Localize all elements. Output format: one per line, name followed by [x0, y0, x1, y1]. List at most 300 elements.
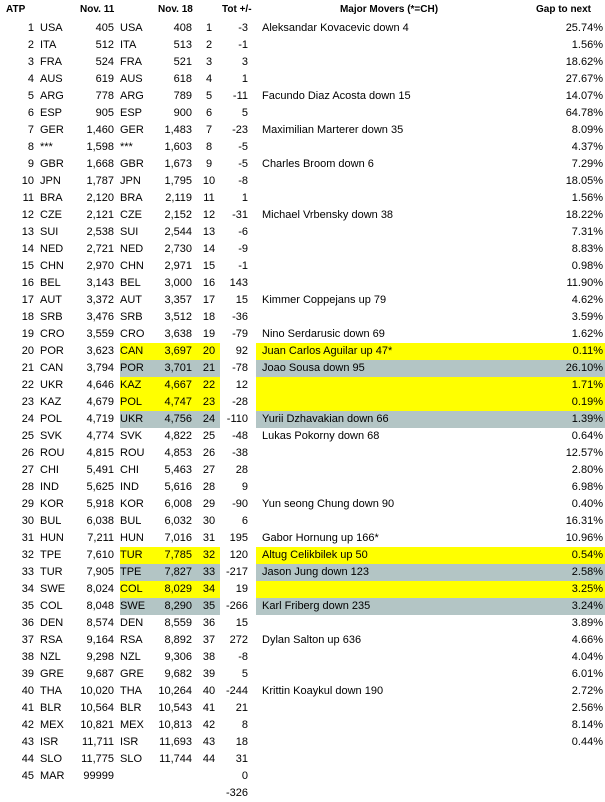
gap-to-next-cell: 27.67% [565, 73, 603, 85]
header-rank-2 [198, 0, 220, 20]
country-nov11-cell: GBR [40, 158, 64, 170]
major-mover-cell [256, 190, 516, 207]
country-nov11-cell: ESP [40, 107, 63, 119]
tot-change-cell: -3 [238, 22, 248, 34]
points-nov18-cell: 5,463 [164, 464, 192, 476]
points-nov11-cell: 4,646 [86, 379, 114, 391]
gap-to-next-cell: 2.58% [516, 564, 605, 581]
table-row [0, 309, 605, 326]
major-mover-cell: Nino Serdarusic down 69 [262, 328, 385, 340]
rank-nov18-cell: 27 [202, 464, 216, 476]
country-nov18-cell: TUR [120, 547, 154, 564]
table-row [0, 20, 605, 37]
major-mover-cell: Yurii Dzhavakian down 66 [256, 411, 516, 428]
gap-to-next-cell: 12.57% [565, 447, 603, 459]
gap-to-next-cell: 4.37% [571, 141, 603, 153]
rank-cell: 26 [21, 447, 34, 459]
country-nov18-cell: HUN [120, 532, 144, 544]
country-nov18-cell: *** [120, 141, 133, 153]
rank-nov18-cell: 35 [198, 598, 220, 615]
rank-nov18-cell: 22 [198, 377, 220, 394]
gap-to-next-cell [516, 768, 605, 785]
points-nov18-cell: 7,785 [154, 547, 198, 564]
major-mover-cell [256, 734, 516, 751]
rank-nov18-cell: 38 [202, 651, 216, 663]
country-nov11-cell: BRA [40, 192, 63, 204]
gap-to-next-cell: 4.04% [571, 651, 603, 663]
gap-to-next-cell: 4.66% [571, 634, 603, 646]
rank-nov18-cell: 41 [202, 702, 216, 714]
points-nov18-cell: 8,290 [154, 598, 198, 615]
rank-cell: 33 [21, 566, 34, 578]
tot-change-cell: -110 [226, 413, 248, 425]
points-nov11-cell: 3,794 [86, 362, 114, 374]
country-nov11-cell: NZL [40, 651, 61, 663]
points-nov18-cell: 1,483 [164, 124, 192, 136]
points-nov18-cell: 3,701 [154, 360, 198, 377]
rank-nov18-cell: 4 [205, 73, 213, 85]
rank-nov18-cell: 29 [202, 498, 216, 510]
tot-change-cell: 3 [241, 56, 248, 68]
major-mover-cell [256, 37, 516, 54]
points-nov11-cell: 1,668 [86, 158, 114, 170]
rank-nov18-cell: 37 [202, 634, 216, 646]
points-nov11-cell: 3,559 [86, 328, 114, 340]
points-nov11-cell: 5,625 [86, 481, 114, 493]
country-nov11-cell: NED [40, 243, 64, 255]
gap-to-next-cell: 3.59% [571, 311, 603, 323]
points-nov18-cell: 2,544 [164, 226, 192, 238]
rank-nov18-cell: 13 [202, 226, 216, 238]
rank-nov18-cell: 15 [202, 260, 216, 272]
points-nov11-cell: 2,721 [86, 243, 114, 255]
country-nov18-cell: CHN [120, 260, 144, 272]
table-row [0, 513, 605, 530]
rank-cell: 31 [21, 532, 34, 544]
country-nov11-cell: CHN [40, 260, 64, 272]
major-mover-cell: Joao Sousa down 95 [256, 360, 516, 377]
gap-to-next-cell: 1.71% [516, 377, 605, 394]
points-nov11-cell: 778 [95, 90, 114, 102]
table-row [0, 734, 605, 751]
major-mover-cell: Charles Broom down 6 [262, 158, 374, 170]
table-row [0, 496, 605, 513]
tot-change-cell: 18 [235, 736, 248, 748]
tot-change-cell: 92 [235, 345, 248, 357]
table-row [0, 326, 605, 343]
points-nov11-cell: 8,574 [86, 617, 114, 629]
tot-change-cell: -9 [238, 243, 248, 255]
rank-cell: 30 [21, 515, 34, 527]
table-row [0, 343, 605, 360]
gap-to-next-cell: 0.44% [571, 736, 603, 748]
rank-nov18-cell: 18 [202, 311, 216, 323]
rank-cell: 17 [21, 294, 34, 306]
points-nov11-cell: 4,774 [86, 430, 114, 442]
tot-change-cell: 5 [241, 668, 248, 680]
country-nov11-cell: GER [40, 124, 64, 136]
table-row [0, 462, 605, 479]
rank-nov18-cell: 8 [205, 141, 213, 153]
points-nov18-cell: 7,827 [154, 564, 198, 581]
rank-nov18-cell: 6 [205, 107, 213, 119]
tot-change-cell: -8 [238, 175, 248, 187]
country-nov11-cell: UKR [40, 379, 64, 391]
rank-nov18-cell: 32 [198, 547, 220, 564]
gap-to-next-cell: 7.29% [571, 158, 603, 170]
country-nov11-cell: FRA [40, 56, 62, 68]
table-row [0, 156, 605, 173]
major-mover-cell: Karl Friberg down 235 [256, 598, 516, 615]
rank-nov18-cell: 30 [202, 515, 216, 527]
tot-change-cell: 1 [241, 192, 248, 204]
rank-nov18-cell: 40 [202, 685, 216, 697]
country-nov11-cell: *** [40, 141, 53, 153]
rank-cell: 28 [21, 481, 34, 493]
country-nov18-cell: IND [120, 481, 139, 493]
gap-to-next-cell: 3.89% [571, 617, 603, 629]
table-row [0, 37, 605, 54]
points-nov18-cell: 8,559 [164, 617, 192, 629]
country-nov11-cell: AUS [40, 73, 63, 85]
rank-cell: 21 [21, 362, 34, 374]
rank-nov18-cell: 21 [198, 360, 220, 377]
rank-nov18-cell: 19 [202, 328, 216, 340]
rank-cell: 5 [27, 90, 34, 102]
gap-to-next-cell: 10.96% [565, 532, 603, 544]
points-nov18-cell: 4,747 [154, 394, 198, 411]
gap-to-next-cell: 14.07% [565, 90, 603, 102]
table-row [0, 88, 605, 105]
country-nov18-cell: KAZ [120, 377, 154, 394]
major-mover-cell [256, 139, 516, 156]
country-nov18-cell: SWE [120, 598, 154, 615]
points-nov11-cell: 3,476 [86, 311, 114, 323]
rank-cell: 42 [21, 719, 34, 731]
gap-to-next-cell: 64.78% [565, 107, 603, 119]
gap-to-next-cell: 18.05% [565, 175, 603, 187]
country-nov11-cell: USA [40, 22, 63, 34]
tot-change-cell: 120 [229, 549, 248, 561]
points-nov18-cell: 10,543 [158, 702, 192, 714]
major-mover-cell: Maximilian Marterer down 35 [262, 124, 404, 136]
rank-cell: 19 [21, 328, 34, 340]
rank-cell: 22 [21, 379, 34, 391]
table-row [0, 683, 605, 700]
points-nov18-cell: 10,813 [158, 719, 192, 731]
country-nov18-cell: CHI [120, 464, 139, 476]
country-nov18-cell: CAN [120, 343, 154, 360]
table-row [0, 241, 605, 258]
empty-cell [256, 785, 516, 802]
points-nov18-cell: 521 [173, 56, 192, 68]
rank-cell: 13 [21, 226, 34, 238]
header-movers: Major Movers (*=CH) [339, 4, 439, 15]
rank-nov18-cell: 5 [205, 90, 213, 102]
country-nov18-cell: POL [120, 394, 154, 411]
points-nov18-cell: 2,119 [165, 192, 192, 204]
points-nov18-cell: 900 [173, 107, 192, 119]
table-row [0, 360, 605, 377]
rank-nov18-cell: 24 [198, 411, 220, 428]
gap-to-next-cell: 7.31% [571, 226, 603, 238]
rank-nov18-cell: 2 [205, 39, 213, 51]
tot-change-cell: -48 [232, 430, 248, 442]
points-nov18-cell: 2,971 [164, 260, 192, 272]
major-mover-cell [256, 513, 516, 530]
rank-nov18-cell: 20 [198, 343, 220, 360]
header-atp: ATP [6, 4, 26, 15]
points-nov11-cell: 5,918 [86, 498, 114, 510]
tot-change-cell: -5 [238, 158, 248, 170]
country-nov11-cell: SVK [40, 430, 63, 442]
rank-cell: 35 [21, 600, 34, 612]
gap-to-next-cell: 0.19% [516, 394, 605, 411]
points-nov11-cell: 99999 [83, 770, 114, 782]
rank-cell: 12 [21, 209, 34, 221]
table-row [0, 479, 605, 496]
points-nov18-cell: 789 [173, 90, 192, 102]
major-mover-cell [256, 462, 516, 479]
country-nov18-cell: GRE [120, 668, 144, 680]
points-nov11-cell: 2,121 [86, 209, 114, 221]
points-nov11-cell: 1,787 [86, 175, 114, 187]
rank-nov18-cell: 9 [205, 158, 213, 170]
rank-cell: 41 [21, 702, 34, 714]
points-nov18-cell: 3,512 [164, 311, 192, 323]
points-nov11-cell: 405 [95, 22, 114, 34]
table-row [0, 751, 605, 768]
major-mover-cell [256, 241, 516, 258]
table-row [0, 768, 605, 785]
table-row [0, 598, 605, 615]
rank-cell: 2 [27, 39, 34, 51]
tot-change-cell: -6 [238, 226, 248, 238]
major-mover-cell [256, 751, 516, 768]
rank-cell: 39 [21, 668, 34, 680]
country-nov11-cell: JPN [40, 175, 61, 187]
points-nov18-cell: 10,264 [158, 685, 192, 697]
rank-cell: 23 [21, 396, 34, 408]
points-nov11-cell: 2,970 [86, 260, 114, 272]
table-row [0, 207, 605, 224]
tot-change-cell: -11 [232, 90, 248, 102]
rank-nov18-cell [198, 768, 220, 785]
tot-change-cell: 1 [241, 73, 248, 85]
tot-change-cell: 21 [235, 702, 248, 714]
points-nov11-cell: 7,610 [86, 549, 114, 561]
table-row [0, 411, 605, 428]
table-row [0, 275, 605, 292]
country-nov11-cell: THA [40, 685, 62, 697]
rank-nov18-cell: 23 [198, 394, 220, 411]
points-nov18-cell: 1,673 [164, 158, 192, 170]
rank-cell: 34 [21, 583, 34, 595]
country-nov18-cell: FRA [120, 56, 142, 68]
country-nov18-cell: ARG [120, 90, 144, 102]
country-nov18-cell: USA [120, 22, 143, 34]
rank-cell: 7 [27, 124, 34, 136]
rank-nov18-cell: 1 [205, 22, 213, 34]
table-row [0, 139, 605, 156]
major-mover-cell [256, 700, 516, 717]
country-nov18-cell: SRB [120, 311, 143, 323]
major-mover-cell [256, 445, 516, 462]
country-nov18-cell: POR [120, 360, 154, 377]
country-nov11-cell: ISR [40, 736, 59, 748]
major-mover-cell [256, 768, 516, 785]
gap-to-next-cell: 8.14% [571, 719, 603, 731]
major-mover-cell [256, 377, 516, 394]
table-row [0, 394, 605, 411]
rank-cell: 18 [21, 311, 34, 323]
major-mover-cell: Juan Carlos Aguilar up 47* [256, 343, 516, 360]
tot-change-cell: 15 [235, 617, 248, 629]
major-mover-cell [256, 54, 516, 71]
rank-nov18-cell: 43 [202, 736, 216, 748]
major-mover-cell [256, 173, 516, 190]
tot-change-cell: -31 [232, 209, 248, 221]
rank-cell: 15 [21, 260, 34, 272]
tot-change-cell: -1 [238, 260, 248, 272]
major-mover-cell: Kimmer Coppejans up 79 [262, 294, 387, 306]
major-mover-cell: Dylan Salton up 636 [262, 634, 362, 646]
country-nov11-cell: TPE [40, 549, 62, 561]
points-nov11-cell: 10,020 [80, 685, 114, 697]
gap-to-next-cell: 26.10% [516, 360, 605, 377]
gap-to-next-cell: 0.11% [516, 343, 605, 360]
gap-to-next-cell: 11.90% [566, 277, 603, 289]
major-mover-cell: Altug Celikbilek up 50 [256, 547, 516, 564]
empty-cell [76, 785, 120, 802]
country-nov18-cell: NED [120, 243, 144, 255]
table-row [0, 547, 605, 564]
rank-cell: 36 [21, 617, 34, 629]
tot-change-cell: 0 [241, 770, 248, 782]
table-row [0, 717, 605, 734]
points-nov11-cell: 8,048 [86, 600, 114, 612]
tot-change-cell: -1 [238, 39, 248, 51]
points-nov18-cell: 408 [173, 22, 192, 34]
major-mover-cell [256, 615, 516, 632]
points-nov11-cell: 5,491 [86, 464, 114, 476]
table-row [0, 445, 605, 462]
tot-change-cell: -217 [225, 566, 248, 578]
points-nov11-cell: 9,687 [86, 668, 114, 680]
country-nov11-cell: RSA [40, 634, 63, 646]
table-row [0, 105, 605, 122]
rank-cell: 25 [21, 430, 34, 442]
major-mover-cell: Jason Jung down 123 [256, 564, 516, 581]
rank-nov18-cell: 10 [202, 175, 216, 187]
rank-cell: 4 [27, 73, 34, 85]
header-gap: Gap to next [536, 4, 592, 15]
tot-change-cell: -244 [225, 685, 248, 697]
points-nov18-cell: 11,693 [159, 736, 192, 748]
gap-to-next-cell: 0.54% [516, 547, 605, 564]
country-nov18-cell: ISR [120, 736, 139, 748]
points-nov18-cell: 4,822 [164, 430, 192, 442]
empty-cell [120, 785, 154, 802]
rank-cell: 16 [21, 277, 34, 289]
gap-to-next-cell: 18.22% [565, 209, 603, 221]
tot-change-cell: 6 [241, 515, 248, 527]
country-nov11-cell: SWE [40, 583, 66, 595]
country-nov11-cell: DEN [40, 617, 64, 629]
rank-nov18-cell: 25 [202, 430, 216, 442]
points-nov11-cell: 1,460 [86, 124, 114, 136]
country-nov11-cell: GRE [40, 668, 64, 680]
points-nov18-cell: 1,603 [164, 141, 192, 153]
points-nov18-cell: 11,744 [159, 753, 192, 765]
country-nov18-cell: NZL [120, 651, 141, 663]
points-nov11-cell: 7,905 [86, 566, 114, 578]
tot-change-cell: -36 [232, 311, 248, 323]
major-mover-cell [256, 717, 516, 734]
rank-nov18-cell: 7 [205, 124, 213, 136]
gap-to-next-cell: 6.01% [571, 668, 603, 680]
country-nov11-cell: BLR [40, 702, 62, 714]
tot-change-cell: -78 [232, 362, 248, 374]
tot-change-cell: -90 [232, 498, 248, 510]
table-row [0, 258, 605, 275]
table-row [0, 428, 605, 445]
country-nov11-cell: KOR [40, 498, 64, 510]
rank-nov18-cell: 11 [203, 192, 215, 204]
country-nov18-cell: DEN [120, 617, 144, 629]
points-nov11-cell: 4,815 [86, 447, 114, 459]
gap-to-next-cell: 8.83% [571, 243, 603, 255]
country-nov18-cell: RSA [120, 634, 143, 646]
points-nov11-cell: 512 [95, 39, 114, 51]
country-nov18-cell: THA [120, 685, 142, 697]
rank-nov18-cell: 3 [205, 56, 213, 68]
gap-to-next-cell: 1.56% [571, 192, 603, 204]
points-nov18-cell: 6,032 [164, 515, 192, 527]
points-nov11-cell: 7,211 [87, 532, 114, 544]
table-row [0, 581, 605, 598]
rank-nov18-cell: 16 [202, 277, 216, 289]
table-row [0, 292, 605, 309]
points-nov18-cell: 618 [173, 73, 192, 85]
rank-nov18-cell: 17 [202, 294, 216, 306]
points-nov11-cell: 9,298 [86, 651, 114, 663]
points-nov18-cell: 2,152 [164, 209, 192, 221]
table-row [0, 615, 605, 632]
country-nov18-cell: BEL [120, 277, 141, 289]
points-nov11-cell: 10,564 [80, 702, 114, 714]
tot-change-cell: 15 [235, 294, 248, 306]
gap-to-next-cell: 6.98% [571, 481, 603, 493]
table-row [0, 122, 605, 139]
country-nov11-cell: SLO [40, 753, 63, 765]
major-mover-cell [256, 394, 516, 411]
gap-to-next-cell: 8.09% [571, 124, 603, 136]
country-nov18-cell: UKR [120, 411, 154, 428]
country-nov18-cell: CRO [120, 328, 145, 340]
rank-cell: 27 [21, 464, 34, 476]
rank-nov18-cell: 34 [198, 581, 220, 598]
gap-to-next-cell: 4.62% [571, 294, 603, 306]
major-mover-cell: Lukas Pokorny down 68 [262, 430, 380, 442]
tot-change-cell: 8 [241, 719, 248, 731]
table-row [0, 649, 605, 666]
country-nov11-cell: KAZ [40, 396, 62, 408]
table-row [0, 666, 605, 683]
rank-cell: 10 [21, 175, 34, 187]
tot-change-cell: -5 [238, 141, 248, 153]
points-nov18-cell: 3,638 [164, 328, 192, 340]
